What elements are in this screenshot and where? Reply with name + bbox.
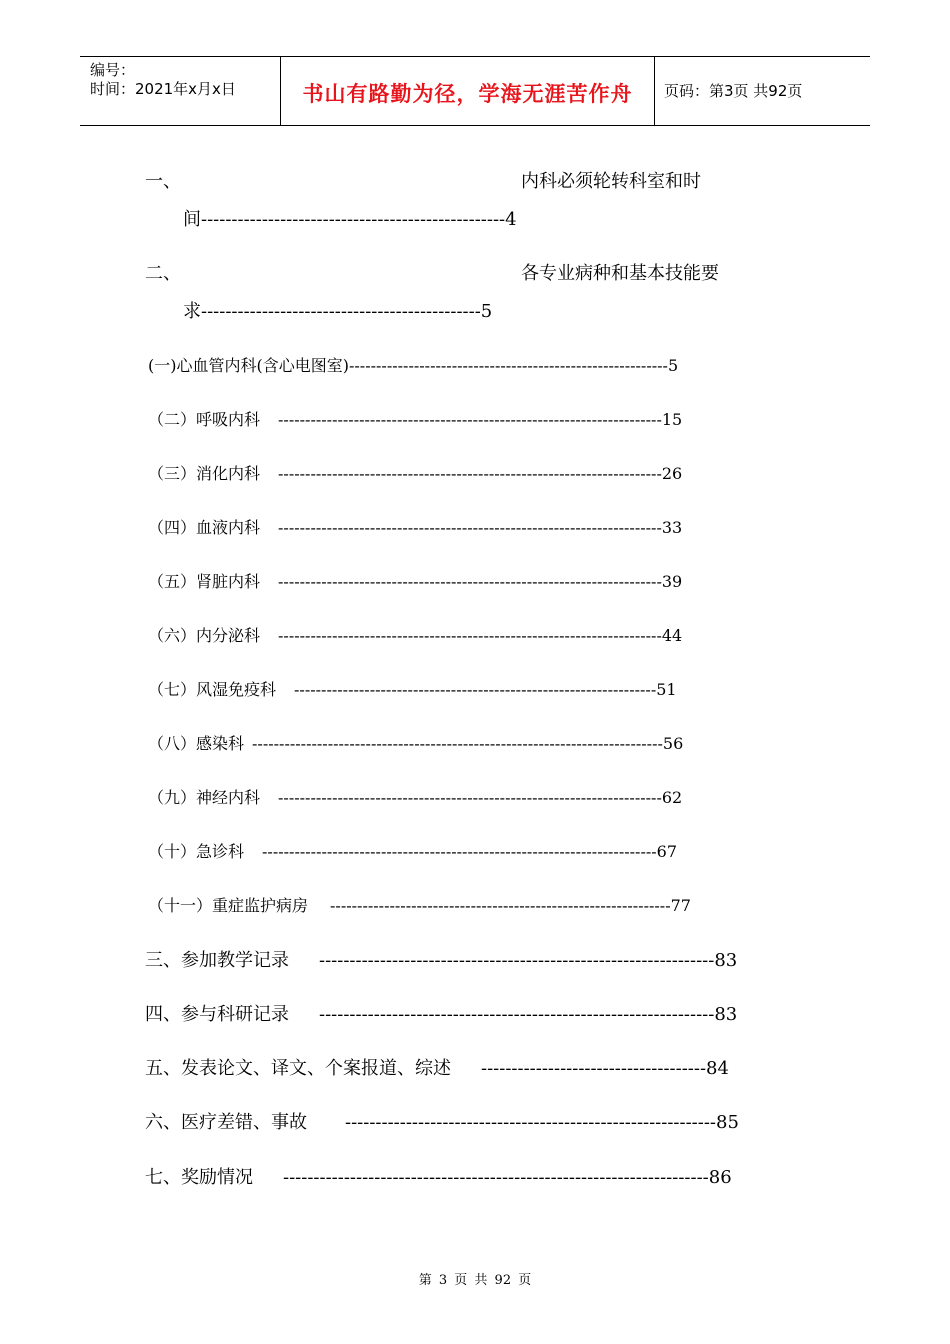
motto-text: 书山有路勤为径，学海无涯苦作舟 — [302, 82, 633, 106]
toc-entry-1-text: 间 — [183, 209, 201, 230]
toc-main-label: 三、参加教学记录 — [145, 950, 289, 971]
toc-sub-dots: ----------------------------------------------------------------------- — [278, 626, 662, 645]
toc-sub-5[interactable] — [148, 571, 682, 593]
toc-sub-dots: ---------------------------------------------------------------------------- — [252, 734, 663, 753]
toc-main-3[interactable] — [145, 950, 737, 972]
toc-main-label: 六、医疗差错、事故 — [145, 1112, 307, 1133]
toc-sub-dots: ----------------------------------------------------------------------- — [278, 788, 662, 807]
toc-main-label: 五、发表论文、译文、个案报道、综述 — [145, 1058, 451, 1079]
toc-num-2: 二、 — [145, 263, 181, 284]
toc-sub-page: 77 — [670, 896, 691, 915]
toc-sub-label: （二）呼吸内科 — [148, 410, 261, 429]
toc-main-dots: ----------------------------------------------------------------- — [319, 1004, 715, 1025]
toc-sub-dots: ----------------------------------------------------------- — [348, 356, 668, 375]
header-meta-cell — [80, 57, 281, 125]
toc-sub-4[interactable] — [148, 517, 682, 539]
page-header — [80, 56, 870, 126]
toc-entry-1-cont[interactable] — [183, 209, 517, 231]
toc-entry-2-page: 5 — [480, 301, 493, 322]
toc-main-dots: ---------------------------------------------------------------------- — [283, 1167, 709, 1188]
toc-main-page: 85 — [716, 1112, 739, 1133]
toc-sub-1[interactable] — [148, 355, 678, 377]
toc-entry-2-dots: ---------------------------------------------- — [201, 301, 481, 322]
toc-entry-1-dots: -------------------------------------------------- — [201, 209, 506, 230]
toc-sub-dots: ----------------------------------------------------------------------- — [278, 572, 662, 591]
toc-sub-page: 33 — [661, 518, 683, 537]
toc-sub-page: 56 — [662, 734, 684, 753]
toc-sub-page: 51 — [656, 680, 677, 699]
toc-sub-page: 44 — [661, 626, 683, 645]
toc-sub-dots: ------------------------------------------------------------------------- — [262, 842, 657, 861]
toc-main-dots: ----------------------------------------------------------------- — [319, 950, 715, 971]
toc-sub-label: （八）感染科 — [148, 734, 245, 753]
toc-sub-page: 62 — [661, 788, 683, 807]
toc-main-5[interactable] — [145, 1058, 729, 1080]
toc-main-label: 七、奖励情况 — [145, 1167, 253, 1188]
number-label: 编号： — [90, 61, 136, 79]
toc-sub-label: （九）神经内科 — [148, 788, 261, 807]
toc-sub-dots: ----------------------------------------------------------------------- — [278, 518, 662, 537]
toc-main-page: 83 — [714, 950, 738, 971]
toc-sub-label: （五）肾脏内科 — [148, 572, 261, 591]
toc-sub-label: （十一）重症监护病房 — [148, 896, 309, 915]
toc-main-4[interactable] — [145, 1004, 737, 1026]
toc-main-7[interactable] — [145, 1167, 732, 1189]
toc-num-1: 一、 — [145, 171, 181, 192]
toc-sub-dots: ----------------------------------------------------------------------- — [278, 410, 662, 429]
page-footer: 第 3 页 共 92 页 — [418, 1273, 532, 1288]
toc-main-label: 四、参与科研记录 — [145, 1004, 289, 1025]
toc-sub-label: （七）风湿免疫科 — [148, 680, 277, 699]
toc-entry-2-text: 求 — [183, 301, 201, 322]
toc-sub-label: (一)心血管内科(含心电图室) — [148, 356, 349, 375]
toc-sub-page: 39 — [661, 572, 683, 591]
toc-sub-page: 15 — [661, 410, 683, 429]
toc-sub-8[interactable] — [148, 733, 683, 755]
toc-sub-7[interactable] — [148, 679, 677, 701]
toc-sub-2[interactable] — [148, 409, 682, 431]
toc-sub-page: 5 — [667, 356, 679, 375]
toc-sub-page: 26 — [661, 464, 683, 483]
toc-sub-9[interactable] — [148, 787, 682, 809]
toc-main-page: 83 — [714, 1004, 738, 1025]
header-motto-cell — [281, 57, 655, 125]
toc-main-page: 84 — [706, 1058, 729, 1079]
toc-sub-10[interactable] — [148, 841, 677, 863]
toc-title-2: 各专业病种和基本技能要 — [521, 263, 719, 284]
toc-sub-dots: ------------------------------------------------------------------- — [294, 680, 657, 699]
toc-sub-label: （十）急诊科 — [148, 842, 245, 861]
toc-main-page: 86 — [708, 1167, 732, 1188]
toc-sub-dots: ----------------------------------------------------------------------- — [278, 464, 662, 483]
page-code: 页码：第3页 共92页 — [664, 82, 803, 100]
toc-sub-label: （六）内分泌科 — [148, 626, 261, 645]
date-label: 时间：2021年x月x日 — [90, 80, 236, 98]
toc-sub-3[interactable] — [148, 463, 682, 485]
toc-sub-dots: --------------------------------------------------------------- — [330, 896, 671, 915]
toc-sub-page: 67 — [656, 842, 678, 861]
toc-entry-2-cont[interactable] — [183, 301, 492, 323]
header-page-cell — [655, 57, 870, 125]
toc-sub-label: （四）血液内科 — [148, 518, 261, 537]
toc-entry-1-page: 4 — [505, 209, 517, 230]
toc-sub-label: （三）消化内科 — [148, 464, 261, 483]
toc-sub-6[interactable] — [148, 625, 682, 647]
toc-title-1: 内科必须轮转科室和时 — [521, 171, 701, 192]
toc-sub-11[interactable] — [148, 895, 691, 917]
toc-main-6[interactable] — [145, 1112, 739, 1134]
toc-main-dots: ------------------------------------------------------------- — [345, 1112, 717, 1133]
toc-main-dots: ------------------------------------- — [481, 1058, 707, 1079]
